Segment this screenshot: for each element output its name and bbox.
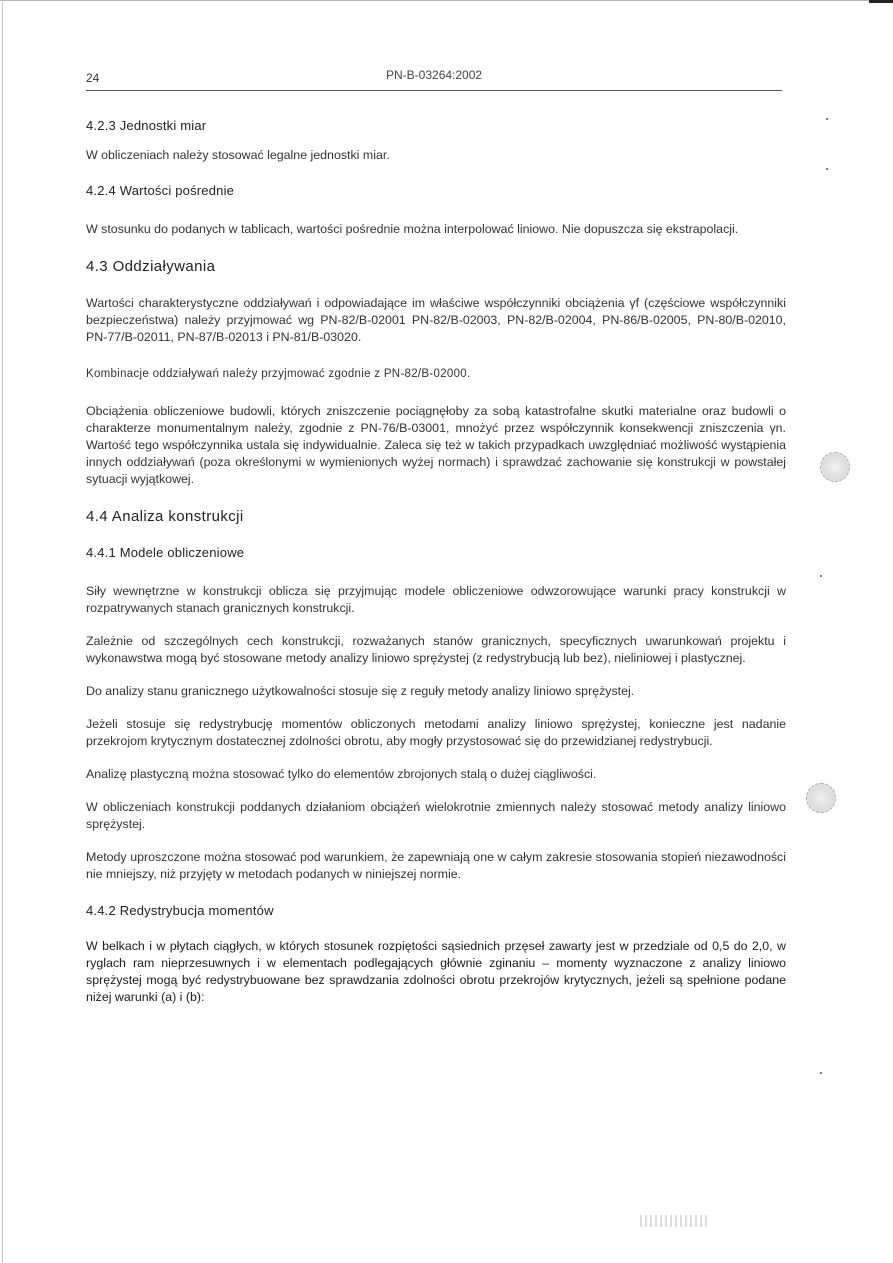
punch-hole-mark bbox=[806, 783, 836, 813]
paragraph-4-4-1-plastic: Analizę plastyczną można stosować tylko do elementów zbrojonych stalą o dużej ciągliwości. bbox=[86, 767, 597, 781]
scan-speck bbox=[826, 118, 828, 120]
scan-speck bbox=[820, 1072, 822, 1074]
scan-corner-mark bbox=[869, 0, 893, 3]
paragraph-4-2-4: W stosunku do podanych w tablicach, wartości pośrednie można interpolować liniowo. Nie dopuszcza się ekstrapolacji. bbox=[86, 222, 739, 236]
section-heading-4-4: 4.4 Analiza konstrukcji bbox=[86, 508, 244, 525]
paragraph-4-3-consequences: Obciążenia obliczeniowe budowli, których zniszczenie pociągnęłoby za sobą katastrofalne skutki materialne oraz budowli o charakterze monumentalnym należy, zgodnie z PN-76/B-03001, mnożyć przez współczynnik konsekwencji zniszczenia γn. Wartość tego współczynnika ustala się indywidualnie. Zaleca się też w takich przypadkach uwzględniać możliwość wystąpienia innych oddziaływań (poza określonymi w wymienionych wyżej normach) i sprawdzać zachowanie się konstrukcji w powstałej sytuacji wyjątkowej. bbox=[86, 404, 786, 486]
document-body bbox=[86, 118, 786, 1006]
paragraph-4-4-1-internal-forces: Siły wewnętrzne w konstrukcji oblicza się przyjmując modele obliczeniowe odwzorowujące warunki pracy konstrukcji w rozpatrywanych stanach granicznych konstrukcji. bbox=[86, 584, 786, 615]
paragraph-4-4-1-methods: Zależnie od szczególnych cech konstrukcji, rozważanych stanów granicznych, specyficznych uwarunkowań projektu i wykonawstwa mogą być stosowane metody analizy liniowo sprężystej (z redystrybucją lub bez), nieliniowej i plastycznej. bbox=[86, 634, 786, 665]
section-heading-4-2-4: 4.2.4 Wartości pośrednie bbox=[86, 183, 235, 198]
punch-hole-mark bbox=[820, 452, 850, 482]
section-heading-4-4-2: 4.4.2 Redystrybucja momentów bbox=[86, 903, 274, 918]
scan-speck bbox=[826, 168, 828, 170]
paragraph-4-4-1-redistribution: Jeżeli stosuje się redystrybucję momentów obliczonych metodami analizy liniowo sprężystej, konieczne jest nadanie przekrojom krytycznym dostatecznej zdolności obrotu, aby mogły przystosować się do przewidzianej redystrybucji. bbox=[86, 717, 786, 748]
scan-top-edge bbox=[0, 0, 893, 1]
scan-speck bbox=[820, 575, 822, 577]
section-heading-4-2-3: 4.2.3 Jednostki miar bbox=[86, 118, 207, 133]
paragraph-4-4-1-serviceability: Do analizy stanu granicznego użytkowalności stosuje się z reguły metody analizy liniowo sprężystej. bbox=[86, 684, 635, 698]
paragraph-4-4-2-continuous-beams: W belkach i w płytach ciągłych, w których stosunek rozpiętości sąsiednich przęseł zawarty jest w przedziale od 0,5 do 2,0, w ryglach ram nieprzesuwnych i w elementach podlegających głównie zginaniu – momenty wyznaczone z analizy liniowo sprężystej mogą być redystrybuowane bez sprawdzania zdolności obrotu przekrojów krytycznych, jeżeli są spełnione podane niżej warunki (a) i (b): bbox=[86, 939, 786, 1004]
paragraph-4-3-loads: Wartości charakterystyczne oddziaływań i odpowiadające im właściwe współczynniki obciążenia γf (częściowe współczynniki bezpieczeństwa) należy przyjmować wg PN-82/B-02001 PN-82/B-02003, PN-82/B-02004, PN-86/B-02005, PN-80/B-02010, PN-77/B-02011, PN-87/B-02013 i PN-81/B-03020. bbox=[86, 296, 786, 344]
scan-noise bbox=[640, 1215, 710, 1227]
scan-left-edge bbox=[2, 0, 3, 1263]
paragraph-4-4-1-cyclic-loads: W obliczeniach konstrukcji poddanych działaniom obciążeń wielokrotnie zmiennych należy stosować metody analizy liniowo sprężystej. bbox=[86, 800, 786, 831]
page-number: 24 bbox=[86, 71, 100, 85]
paragraph-4-4-1-simplified: Metody uproszczone można stosować pod warunkiem, że zapewniają one w całym zakresie stosowania stopień niezawodności nie mniejszy, niż przyjęty w metodach podanych w niniejszej normie. bbox=[86, 850, 786, 881]
paragraph-4-2-3: W obliczeniach należy stosować legalne jednostki miar. bbox=[86, 148, 390, 162]
section-heading-4-4-1: 4.4.1 Modele obliczeniowe bbox=[86, 545, 245, 560]
paragraph-4-3-combinations: Kombinacje oddziaływań należy przyjmować zgodnie z PN-82/B-02000. bbox=[86, 368, 471, 380]
standard-code: PN-B-03264:2002 bbox=[386, 68, 483, 82]
section-heading-4-3: 4.3 Oddziaływania bbox=[86, 258, 216, 275]
page-header bbox=[86, 68, 782, 91]
